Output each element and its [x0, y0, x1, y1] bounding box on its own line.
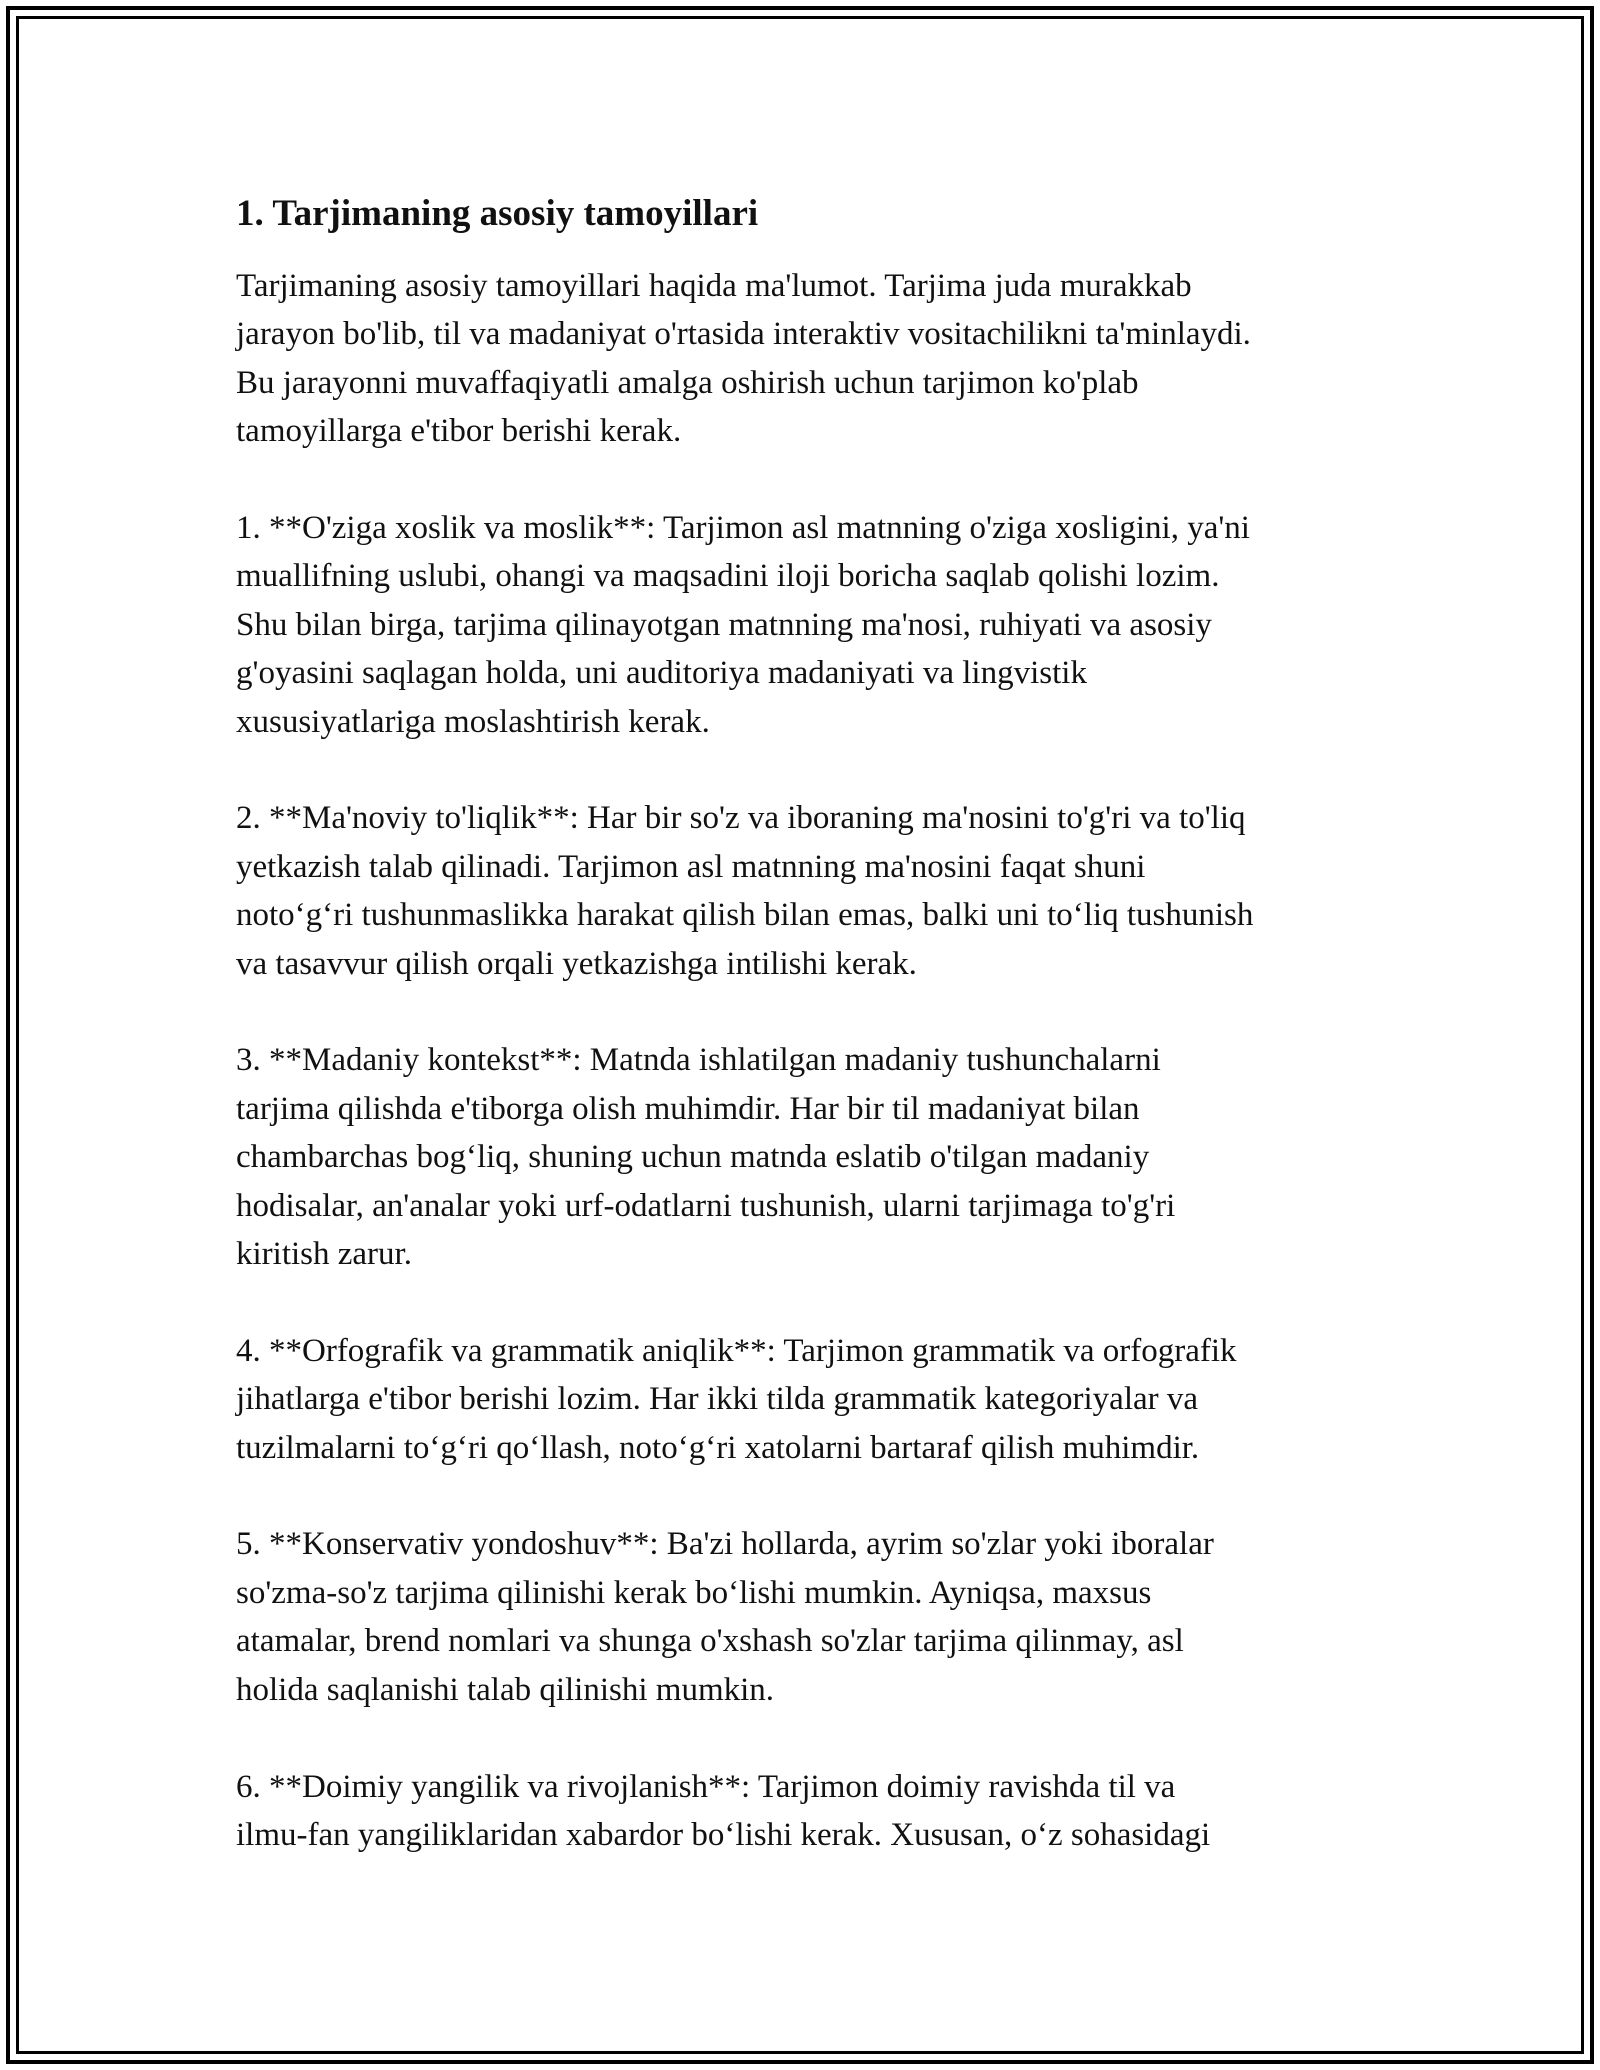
paragraph — [236, 794, 1386, 988]
text-line: yetkazish talab qilinadi. Tarjimon asl matnning ma'nosini faqat shuni — [236, 848, 1146, 885]
text-line: so'zma-so'z tarjima qilinishi kerak bo‘lishi mumkin. Ayniqsa, maxsus — [236, 1574, 1152, 1611]
document-body — [236, 186, 1386, 1908]
text-line: Tarjimaning asosiy tamoyillari haqida ma'lumot. Tarjima juda murakkab — [236, 268, 1192, 304]
text-line: holida saqlanishi talab qilinishi mumkin. — [236, 1671, 775, 1708]
paragraph — [236, 1763, 1386, 1860]
text-line: 4. **Orfografik va grammatik aniqlik**: Tarjimon grammatik va orfografik — [236, 1332, 1237, 1369]
text-line: chambarchas bog‘liq, shuning uchun matnda eslatib o'tilgan madaniy — [236, 1139, 1150, 1176]
text-line: jarayon bo'lib, til va madaniyat o'rtasida interaktiv vositachilikni ta'minlaydi. — [236, 316, 1251, 353]
text-line: hodisalar, an'analar yoki urf-odatlarni tushunish, ularni tarjimaga to'g'ri — [236, 1187, 1176, 1224]
text-line: tamoyillarga e'tibor berishi kerak. — [236, 413, 682, 450]
text-line: jihatlarga e'tibor berishi lozim. Har ikki tilda grammatik kategoriyalar va — [236, 1381, 1199, 1418]
text-line: 5. **Konservativ yondoshuv**: Ba'zi hollarda, ayrim so'zlar yoki iboralar — [236, 1526, 1214, 1563]
text-line: kiritish zarur. — [236, 1236, 412, 1273]
paragraph — [236, 504, 1386, 746]
paragraph — [236, 1520, 1386, 1714]
text-line: 1. **O'ziga xoslik va moslik**: Tarjimon asl matnning o'ziga xosligini, ya'ni — [236, 510, 1250, 547]
text-line: Bu jarayonni muvaffaqiyatli amalga oshirish uchun tarjimon ko'plab — [236, 364, 1139, 401]
text-line: xususiyatlariga moslashtirish kerak. — [236, 703, 710, 740]
document-title: 1. Tarjimaning asosiy tamoyillari — [236, 193, 759, 234]
text-line: muallifning uslubi, ohangi va maqsadini iloji boricha saqlab qolishi lozim. — [236, 558, 1220, 595]
text-line: tarjima qilishda e'tiborga olish muhimdir. Har bir til madaniyat bilan — [236, 1090, 1140, 1127]
paragraph — [236, 262, 1386, 456]
paragraph — [236, 1036, 1386, 1278]
paragraph — [236, 1327, 1386, 1472]
text-line: va tasavvur qilish orqali yetkazishga intilishi kerak. — [236, 945, 917, 982]
text-line: tuzilmalarni to‘g‘ri qo‘llash, noto‘g‘ri xatolarni bartaraf qilish muhimdir. — [236, 1429, 1200, 1466]
text-line: Shu bilan birga, tarjima qilinayotgan matnning ma'nosi, ruhiyati va asosiy — [236, 606, 1212, 643]
text-line: ilmu-fan yangiliklaridan xabardor bo‘lishi kerak. Xususan, o‘z sohasidagi — [236, 1816, 1211, 1853]
text-line: noto‘g‘ri tushunmaslikka harakat qilish bilan emas, balki uni to‘liq tushunish — [236, 897, 1254, 934]
text-line: 2. **Ma'noviy to'liqlik**: Har bir so'z va iboraning ma'nosini to'g'ri va to'liq — [236, 800, 1246, 837]
text-line: atamalar, brend nomlari va shunga o'xshash so'zlar tarjima qilinmay, asl — [236, 1623, 1184, 1660]
text-line: g'oyasini saqlagan holda, uni auditoriya madaniyati va lingvistik — [236, 655, 1087, 692]
paragraph-list — [236, 262, 1386, 1859]
text-line: 3. **Madaniy kontekst**: Matnda ishlatilgan madaniy tushunchalarni — [236, 1042, 1161, 1079]
text-line: 6. **Doimiy yangilik va rivojlanish**: Tarjimon doimiy ravishda til va — [236, 1768, 1176, 1805]
